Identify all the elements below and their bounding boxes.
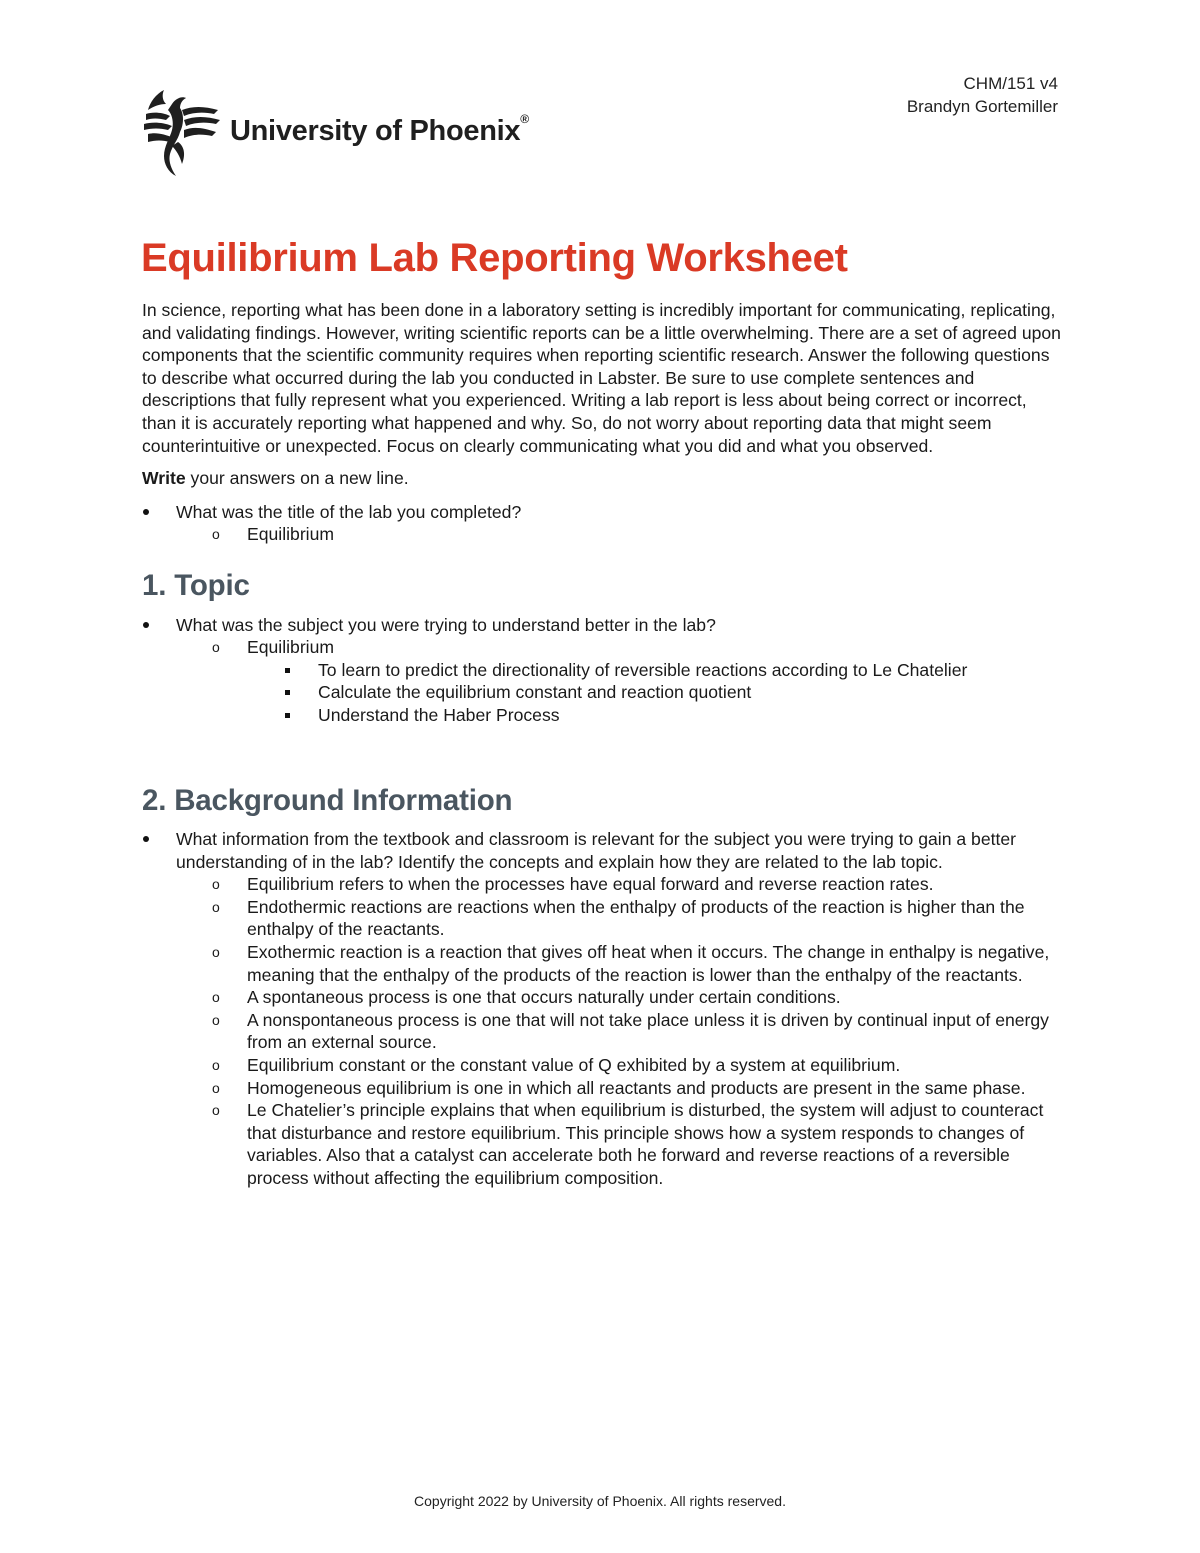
- page-title: Equilibrium Lab Reporting Worksheet: [141, 236, 848, 280]
- answer-item: o Equilibrium To learn to predict the directionality of reversible reactions according to Le Chatelier Calculate the equilibrium constant and reaction quotient Understand the Haber Process: [142, 636, 1062, 726]
- list-item: What was the subject you were trying to understand better in the lab? o Equilibrium To learn to predict the directionality of reversible reactions according to Le Chatelier Calculate the equilibrium constant and reaction quotient Understand the Haber Process: [142, 614, 1062, 727]
- answer-item: o Equilibrium: [142, 523, 1062, 546]
- university-logo: [142, 84, 529, 178]
- sub-answer-item: Calculate the equilibrium constant and reaction quotient: [142, 681, 1062, 704]
- section-heading-topic: 1. Topic: [142, 568, 250, 602]
- list-item: What information from the textbook and classroom is relevant for the subject you were trying to gain a better understanding of in the lab? Identify the concepts and explain how they are related to the lab topic. o Equilibrium refers to when the processes have equal forward and reverse reaction rates. o Endothermic reactions are reactions when the enthalpy of products of the reaction is higher than the enthalpy of the reactants. o Exothermic reaction is a reaction that gives off heat when it occurs. The change in enthalpy is negative, meaning that the enthalpy of the products of the reaction is lower than the enthalpy of the reactants. o A spontaneous process is one that occurs naturally under certain conditions. o A nonspontaneous process is one that will not take place unless it is driven by continual input of energy from an external source. o Equilibrium constant or the constant value of Q exhibited by a system at equilibrium. o Homogeneous equilibrium is one in which all reactants and products are present in the same phase. o Le Chatelier’s principle explains that when equilibrium is disturbed, the system will adjust to counteract that disturbance and restore equilibrium. This principle shows how a system responds to changes of variables. Also that a catalyst can accelerate both he forward and reverse reactions of a reversible process without affecting the equilibrium composition.: [142, 828, 1062, 1190]
- sub-answer-item: Understand the Haber Process: [142, 704, 1062, 727]
- course-code: CHM/151 v4: [963, 74, 1058, 93]
- document-header: [907, 72, 1058, 118]
- logo-text: University of Phoenix®: [230, 111, 529, 147]
- sub-answer-item: To learn to predict the directionality of reversible reactions according to Le Chatelier: [142, 659, 1062, 682]
- author-name: Brandyn Gortemiller: [906, 97, 1058, 116]
- answer-item: o Homogeneous equilibrium is one in which all reactants and products are present in the same phase.: [142, 1077, 1062, 1100]
- answer-item: o Endothermic reactions are reactions when the enthalpy of products of the reaction is higher than the enthalpy of the reactants.: [142, 896, 1062, 941]
- answer-item: o A nonspontaneous process is one that will not take place unless it is driven by continual input of energy from an external source.: [142, 1009, 1062, 1054]
- phoenix-bird-icon: [142, 84, 222, 178]
- topic-list: [142, 614, 1062, 727]
- answer-item: o Equilibrium constant or the constant value of Q exhibited by a system at equilibrium.: [142, 1054, 1062, 1077]
- copyright-footer: Copyright 2022 by University of Phoenix. All rights reserved.: [414, 1493, 786, 1509]
- answer-item: o A spontaneous process is one that occurs naturally under certain conditions.: [142, 986, 1062, 1009]
- background-list: [142, 828, 1062, 1190]
- section-heading-background: 2. Background Information: [142, 783, 513, 817]
- title-question-list: [142, 501, 1062, 546]
- write-instruction: Write your answers on a new line.: [142, 468, 409, 489]
- intro-paragraph: In science, reporting what has been done in a laboratory setting is incredibly important for communicating, replicating, and validating findings. However, writing scientific reports can be a little overwhelming. There are a set of agreed upon components that the scientific community requires when reporting scientific research. Answer the following questions to describe what occurred during the lab you conducted in Labster. Be sure to use complete sentences and descriptions that fully represent what you experienced. Writing a lab report is less about being correct or incorrect, than it is accurately reporting what happened and why. So, do not worry about reporting data that might seem counterintuitive or unexpected. Focus on clearly communicating what you did and what you observed.: [142, 300, 1061, 456]
- list-item: What was the title of the lab you completed? o Equilibrium: [142, 501, 1062, 546]
- answer-item: o Exothermic reaction is a reaction that gives off heat when it occurs. The change in enthalpy is negative, meaning that the enthalpy of the products of the reaction is lower than the enthalpy of the reactants.: [142, 941, 1062, 986]
- document-body: [142, 299, 1062, 1190]
- answer-item: o Le Chatelier’s principle explains that when equilibrium is disturbed, the system will adjust to counteract that disturbance and restore equilibrium. This principle shows how a system responds to changes of variables. Also that a catalyst can accelerate both he forward and reverse reactions of a reversible process without affecting the equilibrium composition.: [142, 1099, 1062, 1189]
- answer-item: o Equilibrium refers to when the processes have equal forward and reverse reaction rates.: [142, 873, 1062, 896]
